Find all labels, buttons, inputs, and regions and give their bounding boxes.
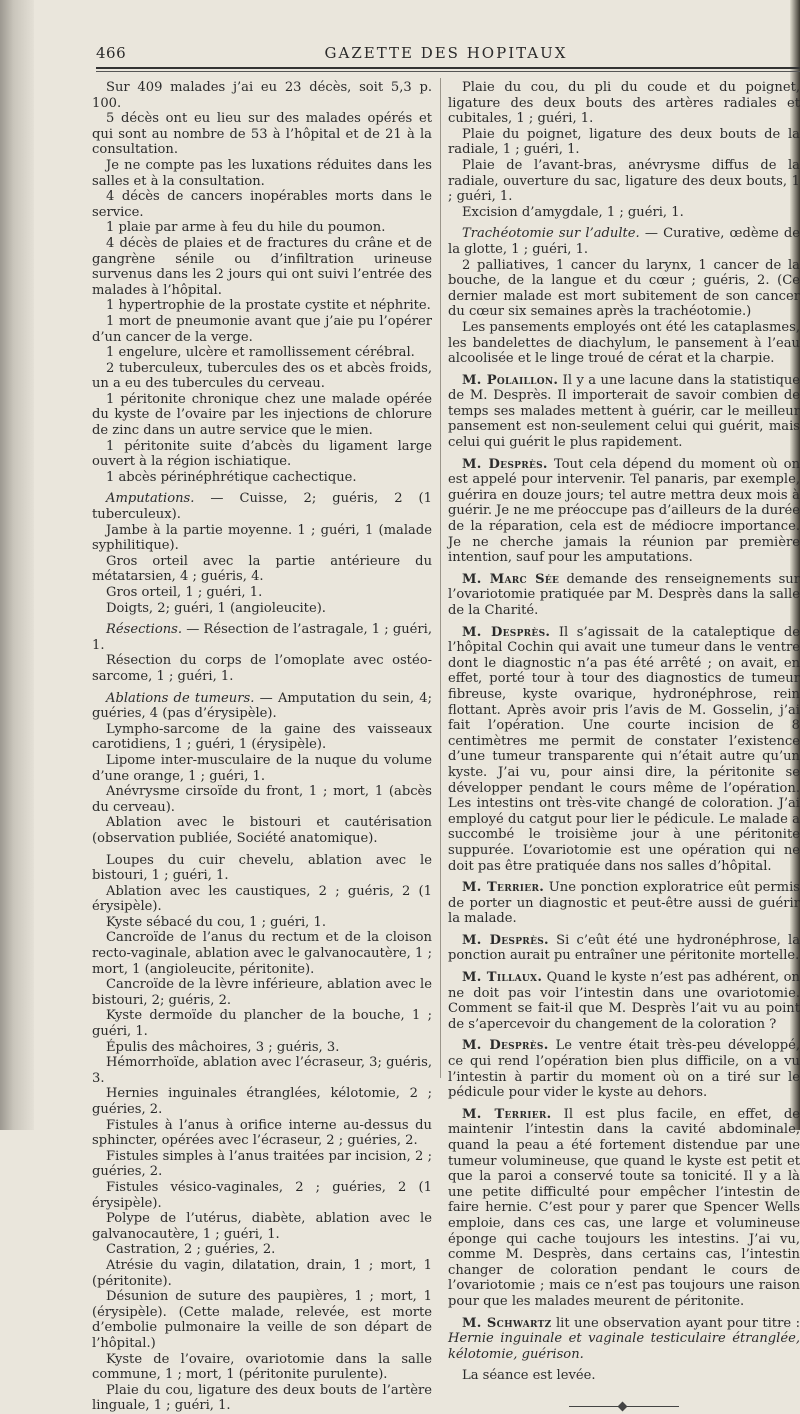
- paragraph: [92, 523, 432, 554]
- paragraph: [92, 930, 432, 977]
- section-label: Ablations de tumeurs.: [106, 690, 255, 706]
- header-rule: [96, 67, 800, 69]
- paragraph: [92, 653, 432, 684]
- speaker-name: M. Schwartz: [462, 1315, 552, 1331]
- paragraph-text: Quand le kyste n’est pas adhérent, on ne doit pas voir l’intestin dans une ovariotomie. Comment se fait-il que M. Desprès l’ait vu au point de s’apercevoir du changement de la coloration ?: [448, 970, 800, 1032]
- paragraph-text: — Curative, œdème de la glotte, 1 ; guéri, 1.: [448, 226, 800, 257]
- paragraph-text: Jambe à la partie moyenne. 1 ; guéri, 1 (malade syphilitique).: [92, 522, 432, 554]
- paragraph: [92, 361, 432, 392]
- paragraph: [92, 80, 432, 111]
- paragraph: [92, 1289, 432, 1351]
- paragraph: [448, 572, 800, 619]
- paragraph: [92, 915, 432, 931]
- section-label: Trachéotomie sur l’adulte.: [462, 226, 640, 242]
- paragraph: [92, 1383, 432, 1414]
- paragraph-text: 1 engelure, ulcère et ramollissement cérébral.: [106, 345, 415, 361]
- speaker-name: M. Desprès.: [462, 624, 551, 640]
- paragraph-text: Gros orteil, 1 ; guéri, 1.: [106, 585, 263, 600]
- paragraph: [448, 80, 800, 127]
- paragraph: [92, 622, 432, 653]
- paragraph-text: Plaie du cou, du pli du coude et du poignet, ligature des deux bouts des artères radiales et cubitales, 1 ; guéri, 1.: [448, 80, 800, 127]
- paragraph-text: 5 décès ont eu lieu sur des malades opérés et qui sont au nombre de 53 à l’hôpital et de 21 à la consultation.: [92, 111, 432, 158]
- paragraph: [92, 1055, 432, 1086]
- paragraph-text: Atrésie du vagin, dilatation, drain, 1 ; mort, 1 (péritonite).: [92, 1257, 432, 1289]
- paragraph-text: 1 péritonite chronique chez une malade opérée du kyste de l’ovaire par les injections de chlorure de zinc dans un autre service que le mien.: [92, 391, 432, 439]
- paragraph-text: Kyste de l’ovaire, ovariotomie dans la salle commune, 1 ; mort, 1 (péritonite purulente).: [92, 1351, 432, 1383]
- section-end-ornament: [569, 1406, 679, 1407]
- paragraph-text: Kyste sébacé du cou, 1 ; guéri, 1.: [106, 914, 326, 930]
- paragraph: [92, 1242, 432, 1258]
- paragraph-text: Les pansements employés ont été les cataplasmes, les bandelettes de diachylum, le pansement à l’eau alcoolisée et le linge troué de cérat et la charpie.: [448, 319, 800, 367]
- left-column: [92, 80, 432, 1414]
- speaker-name: M. Tillaux.: [462, 970, 543, 986]
- paragraph-text: Tout cela dépend du moment où on est appelé pour intervenir. Tel panaris, par exemple, guérira en douze jours; tel autre mettra deux mois à guérir. Je ne me préoccupe pas d’ailleurs de la durée de la réparation, cela est de médiocre importance. Je ne cherche jamais la réunion par première intention, sauf pour les amputations.: [448, 456, 800, 566]
- running-title: GAZETTE DES HOPITAUX: [324, 44, 568, 62]
- paragraph-text: 1 abcès périnéphrétique cachectique.: [106, 469, 357, 485]
- section-label: Amputations.: [106, 491, 195, 507]
- paragraph-text: 1 péritonite suite d’abcès du ligament large ouvert à la région ischiatique.: [92, 438, 432, 470]
- paragraph-text: Il est plus facile, en effet, de maintenir l’intestin dans la cavité abdominale, quand la peau a été fortement distendue par une tumeur volumineuse, que quand le kyste est petit et que la paroi a conservé toute sa tonicité. Il y a là une petite difficulté pour empêcher l’intestin de faire hernie. C’est pour y parer que Spencer Wells emploie, dans ces cas, une large et volumineuse éponge qui cache toujours les intestins. J’ai vu, comme M. Desprès, dans certains cas, l’intestin changer de coloration pendant le cours de l’ovariotomie ; mais ce n’est pas toujours une raison pour que les malades meurent de péritonite.: [448, 1106, 800, 1309]
- paragraph-text: — Amputation du sein, 4; guéries, 4 (pas d’érysipèle).: [92, 690, 432, 722]
- paragraph-text: Plaie du poignet, ligature des deux bouts de la radiale, 1 ; guéri, 1.: [448, 126, 800, 158]
- paragraph-text: Hémorrhoïde, ablation avec l’écraseur, 3; guéris, 3.: [92, 1055, 432, 1086]
- paragraph-text: 4 décès de plaies et de fractures du crâne et de gangrène sénile ou d’infiltration urineuse survenus dans les 2 jours qui ont suivi l’entrée des malades à l’hôpital.: [92, 235, 432, 298]
- page-number: 466: [96, 44, 127, 62]
- paragraph-text: Sur 409 malades j’ai eu 23 décès, soit 5,3 p. 100.: [92, 80, 432, 111]
- header-rule-thin: [96, 71, 800, 72]
- paragraph-text: Épulis des mâchoires, 3 ; guéris, 3.: [106, 1039, 340, 1055]
- paragraph-text: Loupes du cuir chevelu, ablation avec le bistouri, 1 ; guéri, 1.: [92, 852, 432, 884]
- paragraph: [92, 470, 432, 486]
- paragraph-text: Cancroïde de la lèvre inférieure, ablation avec le bistouri, 2; guéris, 2.: [92, 977, 432, 1008]
- paragraph: [92, 853, 432, 884]
- paragraph-text: La séance est levée.: [462, 1368, 596, 1384]
- paragraph-text: Kyste dermoïde du plancher de la bouche, 1 ; guéri, 1.: [92, 1008, 432, 1040]
- paragraph: [448, 127, 800, 158]
- speaker-name: M. Desprès.: [462, 1038, 549, 1054]
- paragraph: [448, 625, 800, 875]
- section-label: Résections.: [106, 622, 183, 638]
- paragraph-text: Plaie de l’avant-bras, anévrysme diffus de la radiale, ouverture du sac, ligature des deux bouts, 1 ; guéri, 1.: [448, 157, 800, 205]
- paragraph-text: Excision d’amygdale, 1 ; guéri, 1.: [462, 204, 684, 220]
- paragraph-text: Lympho-sarcome de la gaine des vaisseaux carotidiens, 1 ; guéri, 1 (érysipèle).: [92, 721, 432, 753]
- paragraph-text: lit une observation ayant pour titre :: [551, 1315, 800, 1331]
- paragraph: [92, 691, 432, 722]
- paragraph: [92, 111, 432, 158]
- paragraph: [448, 457, 800, 566]
- paragraph: [92, 491, 432, 522]
- speaker-name: M. Desprès.: [462, 932, 549, 948]
- paragraph: [92, 314, 432, 345]
- paragraph: [92, 977, 432, 1008]
- column-divider: [440, 78, 441, 1078]
- paragraph-text: Hernies inguinales étranglées, kélotomie, 2 ; guéries, 2.: [92, 1086, 432, 1117]
- paragraph-text: demande des renseignements sur l’ovariotomie pratiquée par M. Desprès dans la salle de la Charité.: [448, 571, 800, 618]
- paragraph: [448, 933, 800, 964]
- paragraph: [92, 753, 432, 784]
- paragraph: [448, 1368, 800, 1384]
- paragraph-text: Anévrysme cirsoïde du front, 1 ; mort, 1 (abcès du cerveau).: [92, 784, 432, 815]
- paragraph-text: 1 hypertrophie de la prostate cystite et néphrite.: [106, 298, 431, 314]
- paragraph-text: 1 mort de pneumonie avant que j’aie pu l’opérer d’un cancer de la verge.: [92, 313, 432, 345]
- paragraph-text: Il s’agissait de la cataleptique de l’hôpital Cochin qui avait une tumeur dans le ventre dont le diagnostic n’a pas été arrêté ; on avait, en effet, porté tour à tour des diagnostics de tumeur fibreuse, kyste ovarique, hydronéphrose, rein flottant. Après avoir pris l’avis de M. Gosselin, j’ai fait l’opération. Une courte incision de 8 centimètres me permit de constater l’existence d’une tumeur transparente qui n’était autre qu’un kyste. J’ai vu, pour ainsi dire, la péritonite se développer pendant le cours même de l’opération. Les intestins ont très-vite changé de coloration. J’ai employé du catgut pour lier le pédicule. Le malade a succombé le troisième jour à une péritonite suppurée. L’ovariotomie est une opération qui ne doit pas être pratiquée dans nos salles d’hôpital.: [448, 624, 800, 874]
- paragraph: [92, 1040, 432, 1056]
- journal-page: [36, 0, 800, 1414]
- paragraph-text: Ablation avec le bistouri et cautérisation (observation publiée, Société anatomique).: [92, 815, 432, 846]
- paragraph: [92, 554, 432, 585]
- paragraph-text: Lipome inter-musculaire de la nuque du volume d’une orange, 1 ; guéri, 1.: [92, 752, 432, 784]
- speaker-name: M. Terrier.: [462, 880, 545, 896]
- paragraph: [92, 236, 432, 298]
- paragraph: [448, 373, 800, 451]
- paper-title: Hernie inguinale et vaginale testiculaire étranglée, kélotomie, guérison.: [448, 1331, 800, 1362]
- paragraph-text: Je ne compte pas les luxations réduites dans les salles et à la consultation.: [92, 157, 432, 189]
- paragraph: [92, 1086, 432, 1117]
- paragraph: [448, 1107, 800, 1310]
- paragraph-text: Le ventre était très-peu développé, ce qui rend l’opération bien plus difficile, on a vu l’intestin à partir du moment où on a tiré sur le pédicule pour vider le kyste au dehors.: [448, 1038, 800, 1101]
- paragraph: [92, 722, 432, 753]
- paragraph-text: Fistules simples à l’anus traitées par incision, 2 ; guéries, 2.: [92, 1148, 432, 1180]
- paragraph: [448, 320, 800, 367]
- paragraph: [92, 1008, 432, 1039]
- speaker-name: M. Desprès.: [462, 456, 548, 472]
- paragraph: [92, 1149, 432, 1180]
- paragraph: [92, 1118, 432, 1149]
- paragraph: [92, 884, 432, 915]
- paragraph-text: Gros orteil avec la partie antérieure du métatarsien, 4 ; guéris, 4.: [92, 553, 432, 585]
- paragraph: [448, 1038, 800, 1100]
- paragraph-text: Désunion de suture des paupières, 1 ; mort, 1 (érysipèle). (Cette malade, relevée, est morte d’embolie pulmonaire la veille de son départ de l’hôpital.): [92, 1289, 432, 1351]
- paragraph: [92, 189, 432, 220]
- paragraph-text: Si c’eût été une hydronéphrose, la ponction aurait pu entraîner une péritonite mortelle.: [448, 932, 800, 964]
- paragraph-text: Plaie du cou, ligature des deux bouts de l’artère linguale, 1 ; guéri, 1.: [92, 1382, 432, 1414]
- paragraph-text: 2 tuberculeux, tubercules des os et abcès froids, un a eu des tubercules du cerveau.: [92, 360, 432, 392]
- speaker-name: M. Terrier.: [462, 1106, 552, 1122]
- paragraph-text: Résection du corps de l’omoplate avec ostéo-sarcome, 1 ; guéri, 1.: [92, 653, 432, 684]
- paragraph-text: 4 décès de cancers inopérables morts dans le service.: [92, 189, 432, 220]
- paragraph: [448, 205, 800, 221]
- paragraph: [92, 1211, 432, 1242]
- paragraph-text: Cancroïde de l’anus du rectum et de la cloison recto-vaginale, ablation avec le galvanocautère, 1 ; mort, 1 (angioleucite, péritonite).: [92, 930, 432, 977]
- paragraph: [92, 392, 432, 439]
- paragraph: [92, 298, 432, 314]
- paragraph: [448, 226, 800, 257]
- paragraph: [92, 1180, 432, 1211]
- paragraph: [92, 158, 432, 189]
- paragraph-text: Polype de l’utérus, diabète, ablation avec le galvanocautère, 1 ; guéri, 1.: [92, 1211, 432, 1242]
- paragraph: [448, 1316, 800, 1363]
- paragraph: [92, 345, 432, 361]
- paragraph: [92, 1258, 432, 1289]
- paragraph: [92, 815, 432, 846]
- paragraph: [92, 585, 432, 601]
- paragraph-text: — Résection de l’astragale, 1 ; guéri, 1.: [92, 622, 433, 653]
- binding-gutter: [0, 0, 34, 1130]
- paragraph-text: Ablation avec les caustiques, 2 ; guéris, 2 (1 érysipèle).: [92, 883, 432, 915]
- paragraph: [92, 439, 432, 470]
- paragraph: [448, 258, 800, 320]
- paragraph: [92, 601, 432, 617]
- paragraph-text: Il y a une lacune dans la statistique de M. Desprès. Il importerait de savoir combien de temps ses malades mettent à guérir, car le meilleur pansement est non-seulement celui qui guérit, mais celui qui guérit le plus rapidement.: [448, 372, 800, 451]
- paragraph: [448, 158, 800, 205]
- paragraph-text: Doigts, 2; guéri, 1 (angioleucite).: [106, 600, 326, 616]
- speaker-name: M. Polaillon.: [462, 372, 559, 388]
- paragraph: [92, 784, 432, 815]
- speaker-name: M. Marc Sée: [462, 571, 560, 587]
- paragraph: [92, 220, 432, 236]
- paragraph-text: Fistules vésico-vaginales, 2 ; guéries, 2 (1 érysipèle).: [92, 1179, 432, 1211]
- paragraph-text: Fistules à l’anus à orifice interne au-dessus du sphincter, opérées avec l’écraseur, 2 ; guéries, 2.: [92, 1117, 432, 1149]
- right-column: [448, 80, 800, 1407]
- paragraph-text: Une ponction exploratrice eût permis de porter un diagnostic et peut-être aussi de guérir la malade.: [448, 880, 800, 927]
- paragraph-text: — Cuisse, 2; guéris, 2 (1 tuberculeux).: [92, 491, 432, 523]
- paragraph-text: 1 plaie par arme à feu du hile du poumon.: [106, 220, 386, 236]
- paragraph: [448, 880, 800, 927]
- paragraph-text: Castration, 2 ; guéries, 2.: [106, 1242, 276, 1258]
- paragraph-text: 2 palliatives, 1 cancer du larynx, 1 cancer de la bouche, de la langue et du cœur ; guéris, 2. (Ce dernier malade est mort subitement de son cancer du cœur six semaines après la trachéotomie.): [448, 257, 800, 320]
- paragraph: [448, 970, 800, 1032]
- paragraph: [92, 1352, 432, 1383]
